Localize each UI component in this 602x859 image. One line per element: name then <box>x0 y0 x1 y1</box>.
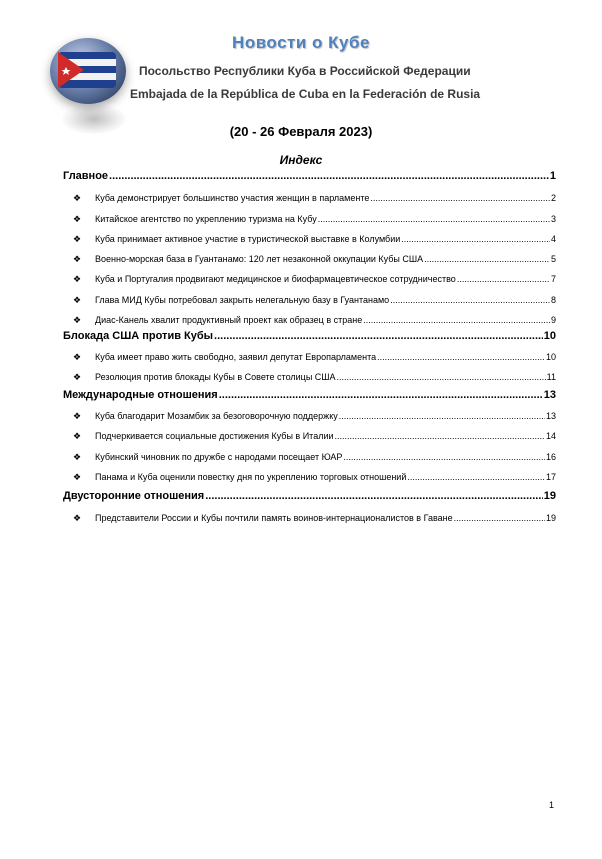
toc-page-number: 19 <box>545 513 556 523</box>
toc-page-number: 10 <box>543 330 556 342</box>
toc-item[interactable] <box>73 274 556 285</box>
toc-page-number: 13 <box>545 411 556 421</box>
toc-item[interactable] <box>73 352 556 363</box>
diamond-bullet-icon: ❖ <box>73 315 82 325</box>
diamond-bullet-icon: ❖ <box>73 214 82 224</box>
toc-page-number: 16 <box>545 452 556 462</box>
toc-item-label: Кубинский чиновник по дружбе с народами посещает ЮАР <box>95 452 343 462</box>
toc-leader-dots <box>337 372 546 382</box>
toc-leader-dots <box>335 431 545 441</box>
toc-item-label: Представители России и Кубы почтили память воинов-интернационалистов в Гаване <box>95 513 453 523</box>
toc-item[interactable] <box>73 372 556 383</box>
newsletter-title: Новости о Кубе <box>232 33 370 52</box>
toc-item-label: Куба благодарит Мозамбик за безоговорочную поддержку <box>95 411 338 421</box>
footer-page-number: 1 <box>549 800 555 810</box>
toc-page-number: 4 <box>550 234 556 244</box>
toc-item[interactable] <box>73 254 556 265</box>
toc-leader-dots <box>343 452 545 462</box>
toc-section-bilateral[interactable] <box>63 490 556 502</box>
diamond-bullet-icon: ❖ <box>73 431 82 441</box>
toc-item[interactable] <box>73 513 556 524</box>
toc-item-label: Резолюция против блокады Кубы в Совете столицы США <box>95 372 336 382</box>
toc-leader-dots <box>363 315 550 325</box>
toc-leader-dots <box>318 214 550 224</box>
toc-item[interactable] <box>73 411 556 422</box>
toc-item[interactable] <box>73 452 556 463</box>
toc-leader-dots <box>205 490 543 502</box>
toc-section-label: Блокада США против Кубы <box>63 330 214 342</box>
diamond-bullet-icon: ❖ <box>73 472 82 482</box>
toc-page-number: 3 <box>550 214 556 224</box>
toc-item-label: Глава МИД Кубы потребовал закрыть нелегальную базу в Гуантанамо <box>95 295 390 305</box>
toc-item[interactable] <box>73 295 556 306</box>
toc-item-label: Военно-морская база в Гуантанамо: 120 лет незаконной оккупации Кубы США <box>95 254 424 264</box>
diamond-bullet-icon: ❖ <box>73 411 82 421</box>
toc-section-label: Международные отношения <box>63 389 218 401</box>
toc-leader-dots <box>214 330 543 342</box>
toc-item[interactable] <box>73 234 556 245</box>
toc-leader-dots <box>454 513 545 523</box>
toc-leader-dots <box>370 193 550 203</box>
toc-leader-dots <box>457 274 550 284</box>
toc-leader-dots <box>109 170 549 182</box>
toc-section-main[interactable] <box>63 170 556 182</box>
diamond-bullet-icon: ❖ <box>73 193 82 203</box>
toc-leader-dots <box>401 234 550 244</box>
toc-section-label: Главное <box>63 170 109 182</box>
diamond-bullet-icon: ❖ <box>73 254 82 264</box>
diamond-bullet-icon: ❖ <box>73 372 82 382</box>
toc-item-label: Куба и Португалия продвигают медицинское и биофармацевтическое сотрудничество <box>95 274 456 284</box>
toc-item-label: Диас-Канель хвалит продуктивный проект как образец в стране <box>95 315 363 325</box>
diamond-bullet-icon: ❖ <box>73 274 82 284</box>
toc-item[interactable] <box>73 193 556 204</box>
toc-item[interactable] <box>73 472 556 483</box>
toc-item[interactable] <box>73 214 556 225</box>
embassy-name-ru: Посольство Республики Куба в Российской Федерации <box>139 64 471 78</box>
toc-leader-dots <box>377 352 545 362</box>
index-title: Индекс <box>279 153 323 167</box>
toc-page-number: 2 <box>550 193 556 203</box>
toc-item[interactable] <box>73 315 556 326</box>
diamond-bullet-icon: ❖ <box>73 234 82 244</box>
toc-page-number: 8 <box>550 295 556 305</box>
toc-page-number: 13 <box>543 389 556 401</box>
cuba-flag-icon <box>58 48 116 92</box>
toc-page-number: 1 <box>549 170 556 182</box>
diamond-bullet-icon: ❖ <box>73 295 82 305</box>
toc-leader-dots <box>407 472 545 482</box>
toc-leader-dots <box>219 389 543 401</box>
toc-section-international[interactable] <box>63 389 556 401</box>
diamond-bullet-icon: ❖ <box>73 352 82 362</box>
toc-page-number: 10 <box>545 352 556 362</box>
toc-section-blockade[interactable] <box>63 330 556 342</box>
toc-item-label: Куба принимает активное участие в туристической выставке в Колумбии <box>95 234 401 244</box>
toc-page-number: 9 <box>550 315 556 325</box>
toc-page-number: 19 <box>543 490 556 502</box>
toc-leader-dots <box>390 295 550 305</box>
toc-page-number: 11 <box>546 372 556 382</box>
toc-item-label: Китайское агентство по укреплению туризма на Кубу <box>95 214 317 224</box>
toc-item[interactable] <box>73 431 556 442</box>
embassy-name-es: Embajada de la República de Cuba en la Federación de Rusia <box>130 87 481 101</box>
toc-page-number: 7 <box>550 274 556 284</box>
toc-page-number: 5 <box>550 254 556 264</box>
toc-item-label: Куба имеет право жить свободно, заявил депутат Европарламента <box>95 352 377 362</box>
toc-page-number: 14 <box>545 431 556 441</box>
toc-item-label: Подчеркивается социальные достижения Кубы в Италии <box>95 431 334 441</box>
toc-leader-dots <box>339 411 545 421</box>
diamond-bullet-icon: ❖ <box>73 452 82 462</box>
diamond-bullet-icon: ❖ <box>73 513 82 523</box>
toc-section-label: Двусторонние отношения <box>63 490 205 502</box>
toc-leader-dots <box>424 254 550 264</box>
date-range: (20 - 26 Февраля 2023) <box>229 124 373 139</box>
toc-item-label: Куба демонстрирует большинство участия женщин в парламенте <box>95 193 370 203</box>
toc-page-number: 17 <box>545 472 556 482</box>
toc-item-label: Панама и Куба оценили повестку дня по укреплению торговых отношений <box>95 472 407 482</box>
